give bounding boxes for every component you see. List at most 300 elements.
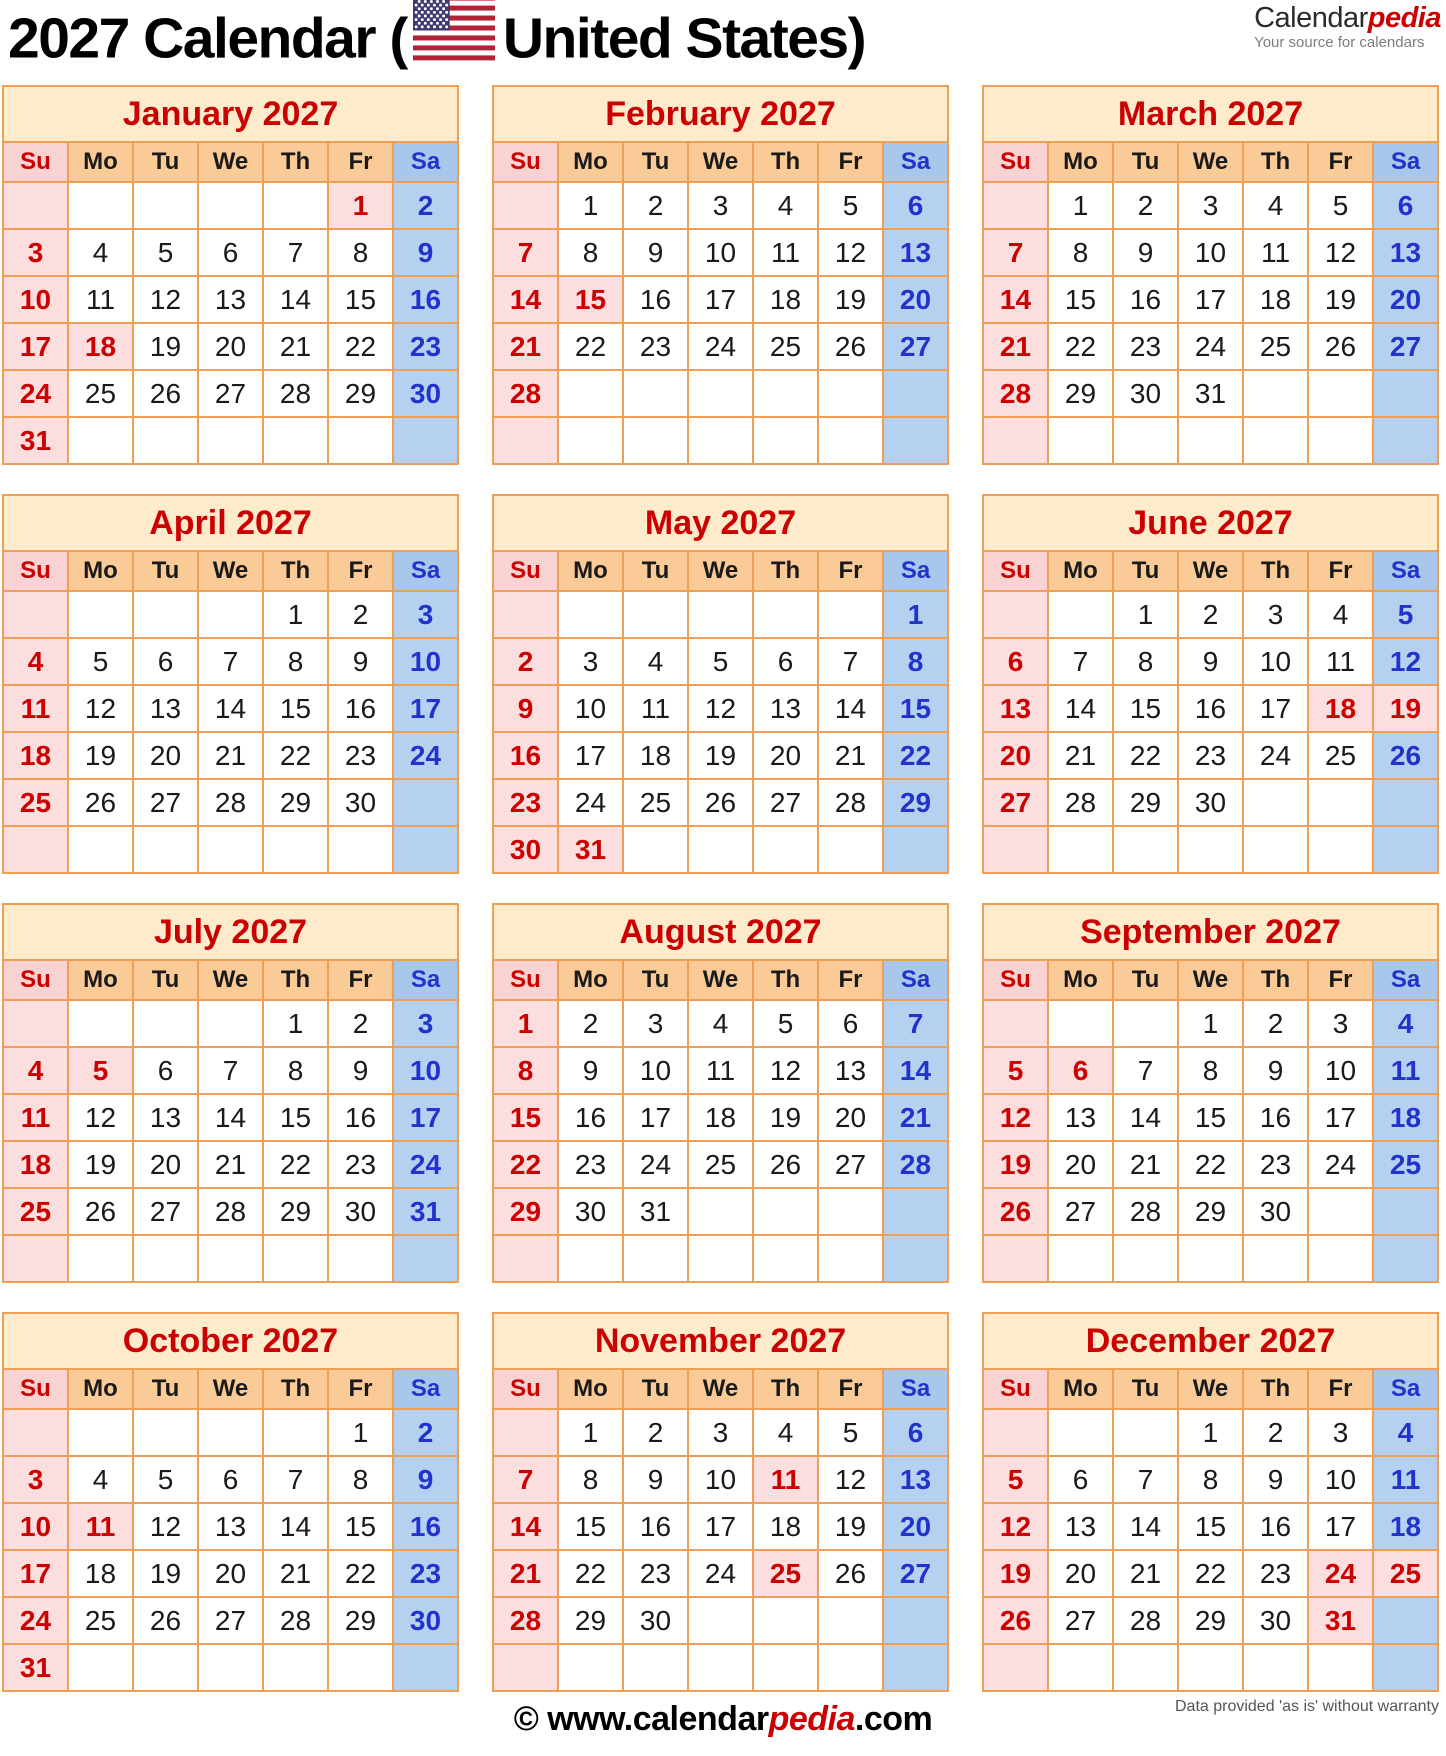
date-cell: 2: [1113, 182, 1178, 229]
weekday-header-cell: We: [198, 142, 263, 182]
date-cell: 3: [558, 638, 623, 685]
weekday-header-cell: Mo: [1048, 551, 1113, 591]
date-cell: 25: [688, 1141, 753, 1188]
date-cell: 30: [493, 826, 558, 873]
date-cell: 15: [558, 1503, 623, 1550]
empty-cell: [558, 417, 623, 464]
empty-cell: [393, 1644, 458, 1691]
empty-cell: [623, 417, 688, 464]
page-footer: [0, 1700, 1446, 1756]
date-cell: 14: [1048, 685, 1113, 732]
weekday-header-cell: Fr: [328, 142, 393, 182]
weekday-header-cell: Sa: [883, 1369, 948, 1409]
empty-cell: [1048, 591, 1113, 638]
date-cell: 6: [983, 638, 1048, 685]
empty-cell: [1308, 826, 1373, 873]
date-cell: 31: [623, 1188, 688, 1235]
date-cell: 14: [1113, 1094, 1178, 1141]
date-cell: 26: [818, 1550, 883, 1597]
empty-cell: [688, 1597, 753, 1644]
date-cell: 3: [1178, 182, 1243, 229]
date-cell: 5: [68, 1047, 133, 1094]
empty-cell: [1308, 370, 1373, 417]
date-cell: 23: [1243, 1141, 1308, 1188]
date-cell: 20: [883, 1503, 948, 1550]
empty-cell: [688, 370, 753, 417]
logo-tagline: Your source for calendars: [1254, 34, 1425, 52]
date-cell: 26: [133, 1597, 198, 1644]
date-cell: 20: [133, 732, 198, 779]
empty-cell: [263, 1235, 328, 1282]
date-cell: 22: [263, 732, 328, 779]
date-cell: 9: [328, 1047, 393, 1094]
empty-cell: [1243, 826, 1308, 873]
date-cell: 27: [983, 779, 1048, 826]
date-cell: 17: [1308, 1503, 1373, 1550]
date-cell: 24: [3, 370, 68, 417]
date-cell: 12: [68, 1094, 133, 1141]
date-cell: 24: [688, 323, 753, 370]
date-cell: 28: [198, 779, 263, 826]
weekday-header-cell: Th: [1243, 1369, 1308, 1409]
date-cell: 5: [1373, 591, 1438, 638]
empty-cell: [328, 1644, 393, 1691]
date-cell: 2: [623, 1409, 688, 1456]
weekday-header-cell: Su: [983, 960, 1048, 1000]
date-cell: 23: [1113, 323, 1178, 370]
date-cell: 13: [198, 1503, 263, 1550]
empty-cell: [263, 1644, 328, 1691]
date-cell: 28: [263, 1597, 328, 1644]
empty-cell: [818, 826, 883, 873]
date-cell: 30: [1243, 1597, 1308, 1644]
empty-cell: [1113, 1235, 1178, 1282]
date-cell: 14: [198, 685, 263, 732]
date-cell: 30: [393, 1597, 458, 1644]
empty-cell: [1373, 826, 1438, 873]
date-cell: 8: [883, 638, 948, 685]
date-cell: 28: [493, 1597, 558, 1644]
date-cell: 7: [493, 1456, 558, 1503]
weekday-header-cell: Sa: [1373, 1369, 1438, 1409]
date-cell: 17: [1178, 276, 1243, 323]
date-cell: 15: [328, 276, 393, 323]
date-cell: 3: [3, 1456, 68, 1503]
date-cell: 29: [883, 779, 948, 826]
date-cell: 25: [1373, 1550, 1438, 1597]
empty-cell: [883, 826, 948, 873]
date-cell: 16: [1243, 1503, 1308, 1550]
weekday-header-cell: Mo: [68, 960, 133, 1000]
date-cell: 12: [1373, 638, 1438, 685]
disclaimer-text: Data provided 'as is' without warranty: [1174, 1698, 1439, 1715]
weekday-header-cell: Tu: [133, 551, 198, 591]
date-cell: 23: [393, 1550, 458, 1597]
month-june: [982, 494, 1439, 874]
weekday-header-cell: Th: [263, 1369, 328, 1409]
weekday-header-cell: We: [198, 551, 263, 591]
empty-cell: [393, 779, 458, 826]
date-cell: 12: [818, 229, 883, 276]
date-cell: 30: [1113, 370, 1178, 417]
page-title-suffix: United States): [502, 6, 866, 71]
date-cell: 15: [1178, 1094, 1243, 1141]
date-cell: 26: [983, 1188, 1048, 1235]
weekday-header-cell: Su: [983, 142, 1048, 182]
date-cell: 14: [1113, 1503, 1178, 1550]
weekday-header-cell: Th: [263, 960, 328, 1000]
weekday-header-cell: Fr: [1308, 551, 1373, 591]
date-cell: 4: [68, 1456, 133, 1503]
date-cell: 10: [393, 638, 458, 685]
empty-cell: [493, 1235, 558, 1282]
empty-cell: [753, 417, 818, 464]
date-cell: 23: [328, 732, 393, 779]
date-cell: 30: [328, 779, 393, 826]
date-cell: 22: [558, 1550, 623, 1597]
date-cell: 16: [493, 732, 558, 779]
date-cell: 13: [983, 685, 1048, 732]
empty-cell: [3, 182, 68, 229]
empty-cell: [1308, 1188, 1373, 1235]
empty-cell: [983, 1235, 1048, 1282]
date-cell: 9: [558, 1047, 623, 1094]
empty-cell: [493, 1644, 558, 1691]
empty-cell: [133, 826, 198, 873]
month-title: December 2027: [983, 1313, 1438, 1369]
date-cell: 24: [1308, 1141, 1373, 1188]
weekday-header-cell: Su: [983, 1369, 1048, 1409]
weekday-header-cell: We: [198, 1369, 263, 1409]
date-cell: 13: [1048, 1503, 1113, 1550]
date-cell: 16: [1113, 276, 1178, 323]
weekday-header-cell: Th: [753, 960, 818, 1000]
date-cell: 4: [1373, 1000, 1438, 1047]
weekday-header-cell: We: [1178, 1369, 1243, 1409]
date-cell: 26: [68, 1188, 133, 1235]
empty-cell: [753, 591, 818, 638]
date-cell: 27: [133, 1188, 198, 1235]
empty-cell: [623, 1235, 688, 1282]
date-cell: 21: [1113, 1550, 1178, 1597]
date-cell: 6: [133, 638, 198, 685]
date-cell: 1: [263, 591, 328, 638]
date-cell: 6: [1373, 182, 1438, 229]
empty-cell: [1178, 826, 1243, 873]
date-cell: 31: [558, 826, 623, 873]
date-cell: 11: [3, 1094, 68, 1141]
date-cell: 8: [1048, 229, 1113, 276]
date-cell: 20: [198, 1550, 263, 1597]
date-cell: 14: [263, 276, 328, 323]
weekday-header-cell: We: [688, 1369, 753, 1409]
date-cell: 23: [393, 323, 458, 370]
weekday-header-cell: Fr: [1308, 1369, 1373, 1409]
date-cell: 17: [1308, 1094, 1373, 1141]
weekday-header-cell: Su: [983, 551, 1048, 591]
date-cell: 18: [1308, 685, 1373, 732]
date-cell: 11: [1308, 638, 1373, 685]
date-cell: 2: [1243, 1409, 1308, 1456]
weekday-header-cell: Tu: [1113, 551, 1178, 591]
date-cell: 22: [328, 323, 393, 370]
date-cell: 28: [493, 370, 558, 417]
date-cell: 29: [1178, 1597, 1243, 1644]
date-cell: 14: [198, 1094, 263, 1141]
date-cell: 18: [3, 732, 68, 779]
date-cell: 2: [393, 1409, 458, 1456]
date-cell: 23: [558, 1141, 623, 1188]
empty-cell: [198, 1644, 263, 1691]
month-july: [2, 903, 459, 1283]
date-cell: 4: [68, 229, 133, 276]
date-cell: 26: [753, 1141, 818, 1188]
date-cell: 19: [983, 1550, 1048, 1597]
weekday-header-cell: Mo: [558, 551, 623, 591]
logo-name-black: Calendar: [1254, 2, 1368, 34]
date-cell: 17: [623, 1094, 688, 1141]
weekday-header-cell: Fr: [328, 551, 393, 591]
date-cell: 8: [328, 1456, 393, 1503]
date-cell: 26: [818, 323, 883, 370]
date-cell: 9: [393, 1456, 458, 1503]
date-cell: 10: [623, 1047, 688, 1094]
empty-cell: [1048, 1409, 1113, 1456]
date-cell: 24: [688, 1550, 753, 1597]
date-cell: 22: [558, 323, 623, 370]
copyright-red: pedia: [768, 1700, 855, 1738]
weekday-header-cell: Th: [1243, 960, 1308, 1000]
date-cell: 2: [328, 591, 393, 638]
date-cell: 16: [1178, 685, 1243, 732]
date-cell: 12: [133, 276, 198, 323]
empty-cell: [1373, 1597, 1438, 1644]
empty-cell: [68, 826, 133, 873]
date-cell: 10: [1308, 1047, 1373, 1094]
date-cell: 18: [688, 1094, 753, 1141]
date-cell: 5: [983, 1047, 1048, 1094]
date-cell: 4: [1373, 1409, 1438, 1456]
date-cell: 17: [3, 1550, 68, 1597]
empty-cell: [983, 591, 1048, 638]
date-cell: 1: [328, 1409, 393, 1456]
date-cell: 23: [1243, 1550, 1308, 1597]
date-cell: 25: [753, 323, 818, 370]
weekday-header-cell: Tu: [623, 960, 688, 1000]
weekday-header-cell: Sa: [1373, 551, 1438, 591]
date-cell: 11: [753, 229, 818, 276]
date-cell: 12: [133, 1503, 198, 1550]
date-cell: 22: [1178, 1550, 1243, 1597]
empty-cell: [1243, 1644, 1308, 1691]
date-cell: 26: [983, 1597, 1048, 1644]
empty-cell: [1243, 417, 1308, 464]
empty-cell: [1308, 779, 1373, 826]
copyright-prefix: © www.calendar: [513, 1700, 769, 1738]
date-cell: 27: [198, 370, 263, 417]
date-cell: 25: [753, 1550, 818, 1597]
date-cell: 4: [3, 1047, 68, 1094]
date-cell: 28: [818, 779, 883, 826]
date-cell: 18: [753, 276, 818, 323]
weekday-header-cell: We: [688, 960, 753, 1000]
empty-cell: [688, 1235, 753, 1282]
date-cell: 5: [818, 182, 883, 229]
date-cell: 20: [883, 276, 948, 323]
weekday-header-cell: Fr: [328, 1369, 393, 1409]
date-cell: 29: [328, 1597, 393, 1644]
date-cell: 15: [263, 685, 328, 732]
month-title: February 2027: [493, 86, 948, 142]
date-cell: 24: [1178, 323, 1243, 370]
date-cell: 15: [328, 1503, 393, 1550]
date-cell: 10: [558, 685, 623, 732]
date-cell: 10: [688, 229, 753, 276]
empty-cell: [493, 1409, 558, 1456]
date-cell: 27: [1373, 323, 1438, 370]
date-cell: 19: [688, 732, 753, 779]
month-title: August 2027: [493, 904, 948, 960]
empty-cell: [753, 1644, 818, 1691]
empty-cell: [1048, 417, 1113, 464]
date-cell: 21: [1048, 732, 1113, 779]
empty-cell: [68, 1644, 133, 1691]
date-cell: 20: [753, 732, 818, 779]
weekday-header-cell: Sa: [883, 960, 948, 1000]
date-cell: 4: [1308, 591, 1373, 638]
date-cell: 27: [198, 1597, 263, 1644]
empty-cell: [3, 591, 68, 638]
date-cell: 3: [393, 591, 458, 638]
weekday-header-cell: Tu: [623, 551, 688, 591]
us-flag-icon: [413, 0, 495, 80]
empty-cell: [818, 417, 883, 464]
date-cell: 7: [818, 638, 883, 685]
date-cell: 25: [1373, 1141, 1438, 1188]
empty-cell: [1373, 370, 1438, 417]
empty-cell: [1243, 1235, 1308, 1282]
empty-cell: [328, 826, 393, 873]
date-cell: 1: [558, 182, 623, 229]
weekday-header-cell: Su: [493, 1369, 558, 1409]
date-cell: 21: [493, 1550, 558, 1597]
empty-cell: [198, 1235, 263, 1282]
date-cell: 18: [68, 323, 133, 370]
date-cell: 20: [198, 323, 263, 370]
date-cell: 25: [1308, 732, 1373, 779]
empty-cell: [263, 1409, 328, 1456]
empty-cell: [1308, 1235, 1373, 1282]
date-cell: 13: [753, 685, 818, 732]
empty-cell: [68, 182, 133, 229]
month-august: [492, 903, 949, 1283]
date-cell: 22: [493, 1141, 558, 1188]
date-cell: 24: [1308, 1550, 1373, 1597]
empty-cell: [198, 1000, 263, 1047]
date-cell: 24: [393, 1141, 458, 1188]
date-cell: 4: [753, 1409, 818, 1456]
date-cell: 4: [1243, 182, 1308, 229]
empty-cell: [883, 370, 948, 417]
date-cell: 19: [1308, 276, 1373, 323]
date-cell: 1: [328, 182, 393, 229]
date-cell: 27: [818, 1141, 883, 1188]
weekday-header-cell: Su: [493, 960, 558, 1000]
date-cell: 5: [133, 1456, 198, 1503]
date-cell: 15: [1048, 276, 1113, 323]
date-cell: 27: [133, 779, 198, 826]
date-cell: 18: [3, 1141, 68, 1188]
date-cell: 3: [1308, 1409, 1373, 1456]
date-cell: 4: [3, 638, 68, 685]
date-cell: 2: [493, 638, 558, 685]
empty-cell: [623, 1644, 688, 1691]
date-cell: 19: [1373, 685, 1438, 732]
weekday-header-cell: Sa: [393, 960, 458, 1000]
empty-cell: [263, 417, 328, 464]
date-cell: 2: [328, 1000, 393, 1047]
logo-calendarpedia[interactable]: [1254, 3, 1441, 51]
weekday-header-cell: Tu: [1113, 960, 1178, 1000]
weekday-header-cell: Tu: [133, 1369, 198, 1409]
date-cell: 8: [493, 1047, 558, 1094]
date-cell: 11: [1243, 229, 1308, 276]
date-cell: 21: [263, 1550, 328, 1597]
date-cell: 4: [623, 638, 688, 685]
empty-cell: [1113, 826, 1178, 873]
date-cell: 19: [133, 1550, 198, 1597]
date-cell: 9: [393, 229, 458, 276]
month-title: May 2027: [493, 495, 948, 551]
empty-cell: [133, 1235, 198, 1282]
date-cell: 3: [1243, 591, 1308, 638]
date-cell: 5: [1308, 182, 1373, 229]
date-cell: 20: [1048, 1141, 1113, 1188]
date-cell: 21: [883, 1094, 948, 1141]
date-cell: 22: [883, 732, 948, 779]
date-cell: 29: [1048, 370, 1113, 417]
date-cell: 9: [1243, 1456, 1308, 1503]
date-cell: 25: [3, 779, 68, 826]
empty-cell: [393, 1235, 458, 1282]
date-cell: 16: [1243, 1094, 1308, 1141]
empty-cell: [623, 826, 688, 873]
date-cell: 17: [1243, 685, 1308, 732]
weekday-header-cell: Tu: [623, 1369, 688, 1409]
date-cell: 27: [1048, 1188, 1113, 1235]
date-cell: 6: [883, 1409, 948, 1456]
month-september: [982, 903, 1439, 1283]
month-title: April 2027: [3, 495, 458, 551]
date-cell: 3: [688, 182, 753, 229]
date-cell: 29: [1113, 779, 1178, 826]
date-cell: 2: [393, 182, 458, 229]
date-cell: 10: [1308, 1456, 1373, 1503]
date-cell: 8: [1178, 1456, 1243, 1503]
weekday-header-cell: Mo: [1048, 960, 1113, 1000]
date-cell: 1: [263, 1000, 328, 1047]
empty-cell: [1178, 417, 1243, 464]
date-cell: 8: [263, 1047, 328, 1094]
date-cell: 23: [328, 1141, 393, 1188]
date-cell: 3: [1308, 1000, 1373, 1047]
empty-cell: [133, 1644, 198, 1691]
date-cell: 7: [983, 229, 1048, 276]
empty-cell: [558, 370, 623, 417]
date-cell: 27: [883, 323, 948, 370]
empty-cell: [68, 1235, 133, 1282]
date-cell: 29: [1178, 1188, 1243, 1235]
